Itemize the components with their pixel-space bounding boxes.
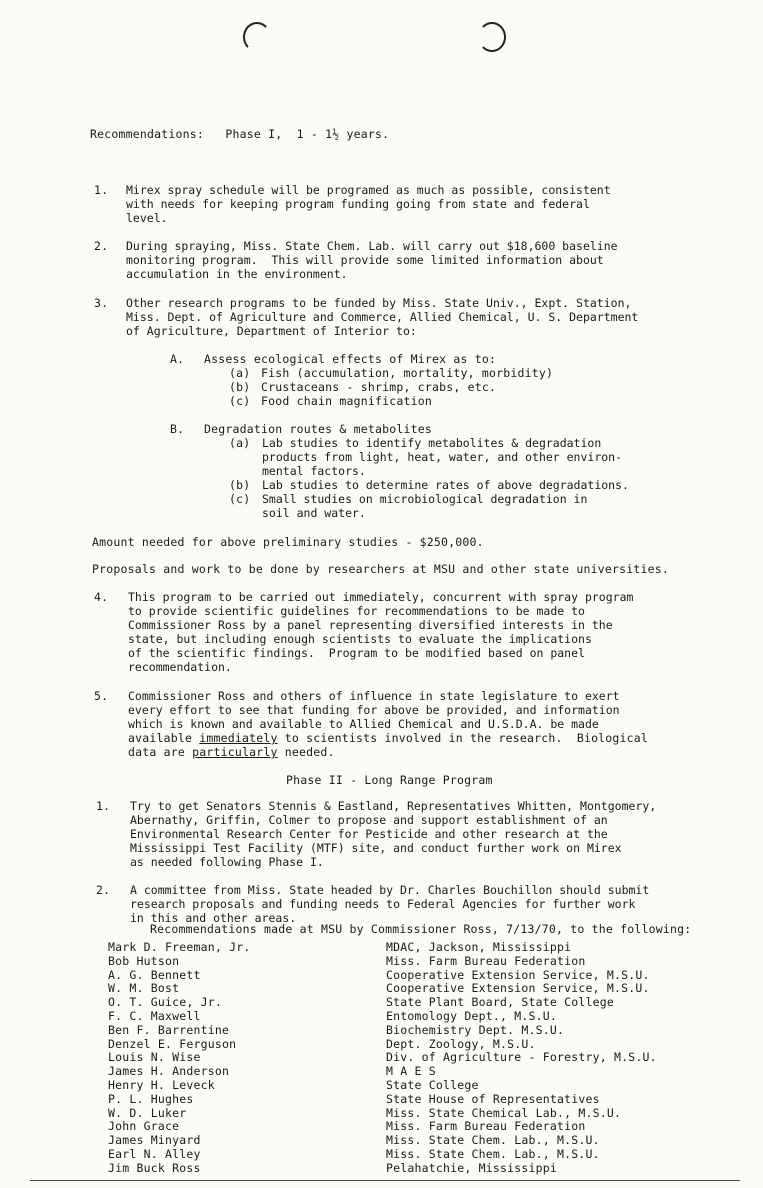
- phase1-item-1-number: 1.: [94, 183, 109, 197]
- phase2-item-1-line: Abernathy, Griffin, Colmer to propose and support establishment of an: [130, 813, 608, 827]
- section-b-mark: (c): [229, 492, 251, 506]
- phase1-item-3-number: 3.: [94, 296, 109, 310]
- distribution-name: Earl N. Alley: [108, 1147, 201, 1161]
- item-4-line: recommendation.: [128, 660, 232, 674]
- distribution-org: Miss. State Chem. Lab., M.S.U.: [386, 1133, 600, 1148]
- section-b-item-line: Small studies on microbiological degradation in: [262, 492, 588, 506]
- item-5-line: every effort to see that funding for above be provided, and information: [128, 703, 620, 717]
- distribution-name: W. D. Luker: [108, 1105, 187, 1120]
- distribution-org: M A E S: [386, 1064, 436, 1079]
- phase2-item-1-text: [130, 799, 656, 869]
- phase1-item-2-line: accumulation in the environment.: [126, 267, 348, 281]
- item-5-text: [128, 689, 620, 731]
- distribution-name: James H. Anderson: [108, 1064, 230, 1079]
- punch-hole-mark-left: [243, 22, 271, 52]
- section-a-item: Crustaceans - shrimp, crabs, etc.: [261, 380, 497, 394]
- distribution-org: Div. of Agriculture - Forestry, M.S.U.: [386, 1050, 657, 1065]
- item-4-line: Commissioner Ross by a panel representing diversified interests in the: [128, 618, 613, 632]
- section-b-item-line: soil and water.: [262, 506, 366, 520]
- item-4-line: state, but including enough scientists to evaluate the implications: [128, 632, 592, 646]
- phase2-item-1-number: 1.: [96, 799, 111, 813]
- distribution-org: Miss. State Chemical Lab., M.S.U.: [386, 1105, 622, 1120]
- distribution-org: Cooperative Extension Service, M.S.U.: [386, 981, 650, 996]
- phase2-item-2-text: [130, 883, 649, 925]
- item-5-line: Commissioner Ross and others of influence in state legislature to exert: [128, 689, 620, 703]
- section-b-item-line: Lab studies to identify metabolites & degradation: [262, 436, 602, 450]
- section-b-mark: (b): [229, 478, 251, 492]
- phase2-item-2-line: in this and other areas.: [130, 911, 297, 925]
- distribution-name: Denzel E. Ferguson: [108, 1036, 237, 1051]
- distribution-name: Ben F. Barrentine: [108, 1022, 230, 1037]
- distribution-name: John Grace: [108, 1119, 180, 1134]
- section-b-item-line: Lab studies to determine rates of above degradations.: [262, 478, 629, 492]
- distribution-org: Miss. State Chem. Lab., M.S.U.: [386, 1147, 600, 1161]
- section-a-title: Assess ecological effects of Mirex as to:: [204, 352, 497, 366]
- phase2-item-1-line: as needed following Phase I.: [130, 855, 324, 869]
- item-4-line: of the scientific findings. Program to be modified based on panel: [128, 646, 585, 660]
- page-header: Recommendations: Phase I, 1 - 1½ years.: [90, 127, 390, 141]
- distribution-org: Pelahatchie, Mississippi: [386, 1160, 557, 1175]
- item-4-line: This program to be carried out immediately, concurrent with spray program: [128, 590, 634, 604]
- section-a-mark: (b): [229, 380, 251, 394]
- phase1-item-3-text: [126, 296, 638, 338]
- phase1-item-1-line: with needs for keeping program funding going from state and federal: [126, 197, 590, 211]
- section-b-letter: B.: [170, 422, 185, 436]
- item-4-text: [128, 590, 633, 674]
- phase1-item-3-line: Miss. Dept. of Agriculture and Commerce, Allied Chemical, U. S. Department: [126, 310, 639, 324]
- item-5-line: which is known and available to Allied Chemical and U.S.D.A. be made: [128, 717, 599, 731]
- distribution-name: James Minyard: [108, 1133, 201, 1148]
- distribution-name: O. T. Guice, Jr.: [108, 995, 222, 1010]
- distribution-name: Jim Buck Ross: [108, 1160, 201, 1175]
- distribution-name: Henry H. Leveck: [108, 1078, 215, 1092]
- bottom-rule: [30, 1180, 740, 1181]
- item-5-number: 5.: [94, 689, 109, 703]
- phase1-item-2-line: During spraying, Miss. State Chem. Lab. will carry out $18,600 baseline: [126, 239, 618, 253]
- phase1-item-2-line: monitoring program. This will provide some limited information about: [126, 253, 604, 267]
- item-4-number: 4.: [94, 590, 109, 604]
- phase2-title: Phase II - Long Range Program: [286, 773, 493, 787]
- item-5-line-4: available immediately to scientists involved in the research. Biological: [128, 731, 649, 745]
- distribution-org: MDAC, Jackson, Mississippi: [386, 940, 572, 954]
- section-b-item-line: products from light, heat, water, and other environ-: [262, 450, 623, 464]
- section-a-item: Food chain magnification: [261, 394, 432, 408]
- phase2-item-2-line: A committee from Miss. State headed by Dr. Charles Bouchillon should submit: [130, 883, 650, 897]
- distribution-org: Cooperative Extension Service, M.S.U.: [386, 967, 650, 982]
- phase2-item-1-line: Mississippi Test Facility (MTF) site, and conduct further work on Mirex: [130, 841, 622, 855]
- phase1-item-2-number: 2.: [94, 239, 109, 253]
- section-a-letter: A.: [170, 352, 185, 366]
- distribution-org: Miss. Farm Bureau Federation: [386, 953, 586, 968]
- distribution-name: F. C. Maxwell: [108, 1009, 201, 1023]
- punch-hole-mark-right: [478, 22, 506, 52]
- phase2-item-2-number: 2.: [96, 883, 111, 897]
- item-5-line-5: data are particularly needed.: [128, 745, 335, 759]
- phase1-item-3-line: of Agriculture, Department of Interior to:: [126, 324, 417, 338]
- phase1-item-2-text: [126, 239, 618, 281]
- section-a-mark: (c): [229, 394, 251, 408]
- phase2-item-2-line: research proposals and funding needs to Federal Agencies for further work: [130, 897, 636, 911]
- proposals-note: Proposals and work to be done by researchers at MSU and other state universities.: [92, 562, 670, 576]
- section-b-item-line: mental factors.: [262, 464, 366, 478]
- distribution-org: Entomology Dept., M.S.U.: [386, 1009, 557, 1023]
- section-b-item: [262, 436, 622, 478]
- distribution-org: Dept. Zoology, M.S.U.: [386, 1036, 536, 1051]
- phase2-item-1-line: Try to get Senators Stennis & Eastland, Representatives Whitten, Montgomery,: [130, 799, 657, 813]
- distribution-name: Mark D. Freeman, Jr.: [108, 940, 251, 954]
- section-a-item: Fish (accumulation, mortality, morbidity): [261, 366, 554, 380]
- section-b-item: [262, 478, 629, 492]
- section-b-mark: (a): [229, 436, 251, 450]
- phase1-item-3-line: Other research programs to be funded by Miss. State Univ., Expt. Station,: [126, 296, 632, 310]
- phase1-item-1-line: level.: [126, 211, 168, 225]
- phase1-item-1-line: Mirex spray schedule will be programed as much as possible, consistent: [126, 183, 611, 197]
- section-a-mark: (a): [229, 366, 251, 380]
- distribution-org: State Plant Board, State College: [386, 995, 614, 1010]
- phase1-item-1-text: [126, 183, 611, 225]
- distribution-heading: Recommendations made at MSU by Commissioner Ross, 7/13/70, to the following:: [150, 922, 692, 936]
- distribution-name: Bob Hutson: [108, 953, 180, 968]
- section-b-title: Degradation routes & metabolites: [204, 422, 432, 436]
- distribution-org: State House of Representatives: [386, 1091, 600, 1106]
- item-4-line: to provide scientific guidelines for recommendations to be made to: [128, 604, 585, 618]
- distribution-name: W. M. Bost: [108, 981, 180, 996]
- amount-needed: Amount needed for above preliminary studies - $250,000.: [92, 535, 484, 549]
- distribution-org: Miss. Farm Bureau Federation: [386, 1119, 586, 1134]
- distribution-org: Biochemistry Dept. M.S.U.: [386, 1022, 565, 1037]
- distribution-org: State College: [386, 1078, 479, 1092]
- phase2-item-1-line: Environmental Research Center for Pesticide and other research at the: [130, 827, 608, 841]
- distribution-name: P. L. Hughes: [108, 1091, 194, 1106]
- section-b-item: [262, 492, 587, 520]
- distribution-name: A. G. Bennett: [108, 967, 201, 982]
- distribution-name: Louis N. Wise: [108, 1050, 201, 1065]
